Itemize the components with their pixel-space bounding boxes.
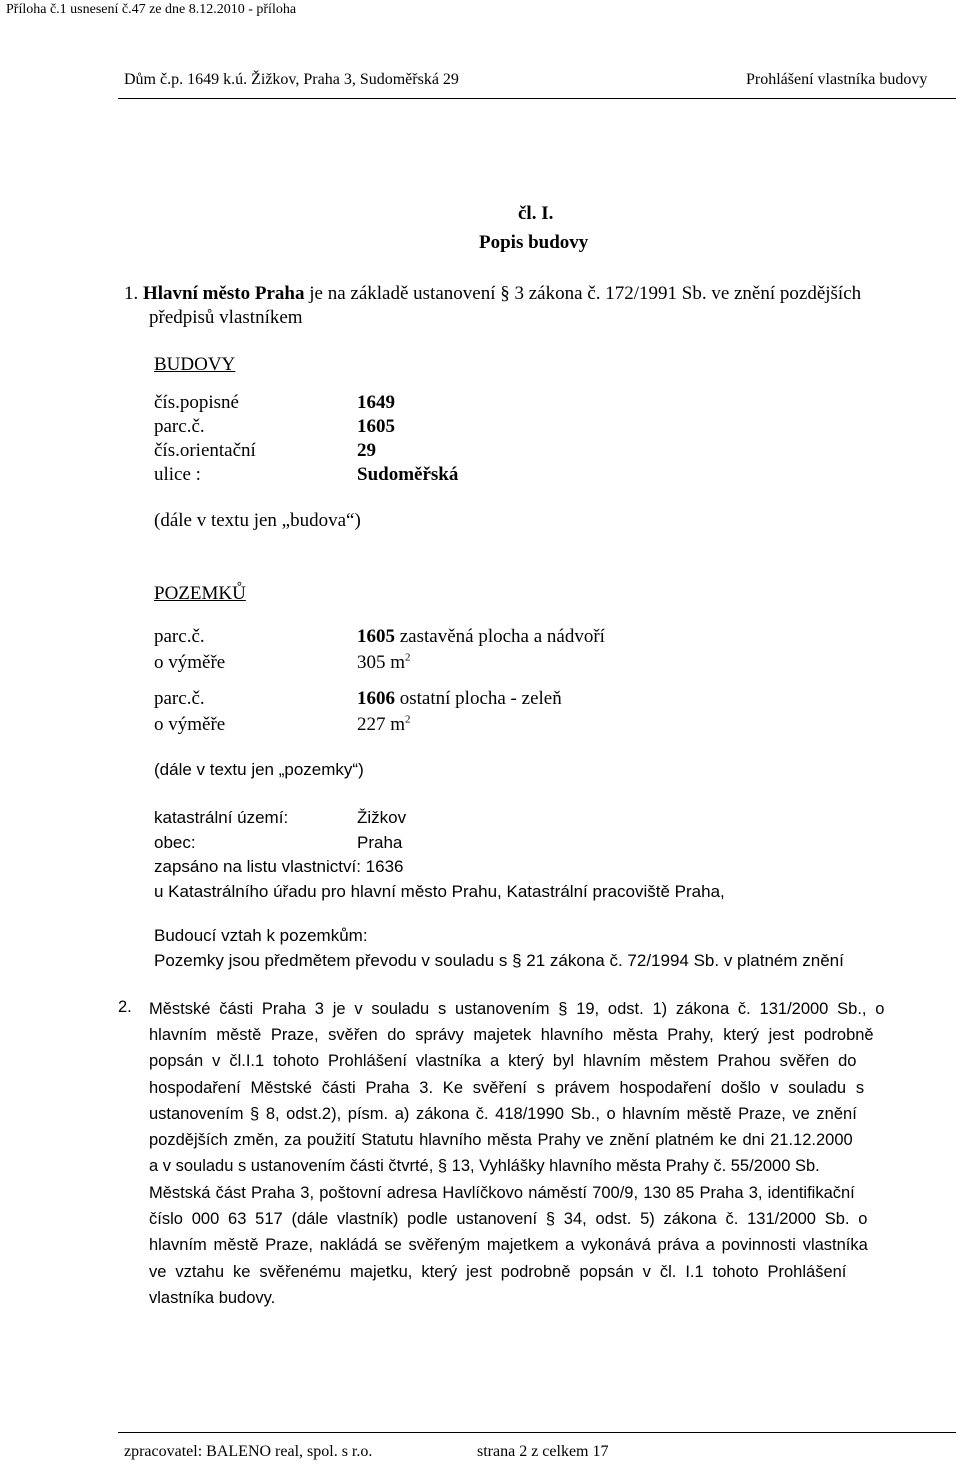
- header-rule: [118, 98, 956, 99]
- paragraph-line: hlavním městě Praze, svěřen do správy majetek hlavního města Prahy, který jest podrobně: [149, 1026, 874, 1045]
- paragraph-line: hospodaření Městské části Praha 3. Ke svěření s právem hospodaření došlo v souladu s: [149, 1078, 865, 1097]
- cadastral-territory-value: Žižkov: [357, 808, 407, 827]
- header-left: Dům č.p. 1649 k.ú. Žižkov, Praha 3, Sudoměřská 29: [124, 71, 459, 88]
- owner-name: Hlavní město Praha: [143, 283, 305, 304]
- cadastral-office: u Katastrálního úřadu pro hlavní město Prahu, Katastrální pracoviště Praha,: [154, 882, 725, 901]
- cadastral-territory-label: katastrální území:: [154, 808, 289, 827]
- ownership-sheet: zapsáno na listu vlastnictví: 1636: [154, 857, 404, 876]
- article-title: Popis budovy: [479, 232, 589, 253]
- parcel-number: 1606: [357, 688, 395, 709]
- building-value: Sudoměřská: [357, 464, 459, 485]
- building-label: čís.orientační: [154, 440, 256, 461]
- building-label: čís.popisné: [154, 392, 239, 413]
- intro-line: [124, 283, 861, 305]
- intro-line-2: předpisů vlastníkem: [149, 307, 303, 328]
- footer-rule: [118, 1432, 956, 1433]
- paragraph-line: Městská část Praha 3, poštovní adresa Havlíčkovo náměstí 700/9, 130 85 Praha 3, identifikační: [149, 1184, 855, 1202]
- paragraph-3: [149, 1180, 955, 1311]
- area-exponent: 2: [405, 713, 411, 726]
- parcel-label: parc.č.: [154, 626, 205, 647]
- footer-author: zpracovatel: BALENO real, spol. s r.o.: [124, 1443, 373, 1460]
- intro-text-b: 3 zákona č. 172/1991 Sb. ve znění pozdějších: [509, 283, 862, 304]
- parcel-description: [357, 626, 605, 648]
- parcel-area: [357, 652, 411, 674]
- area-exponent: 2: [405, 651, 411, 664]
- area-value: 305 m: [357, 652, 406, 673]
- parcel-type: ostatní plocha - zeleň: [395, 688, 562, 709]
- article-number: čl. I.: [518, 203, 554, 224]
- paragraph-line: popsán v čl.I.1 tohoto Prohlášení vlastníka a který byl hlavním městem Prahou svěřen do: [149, 1052, 857, 1071]
- paragraph-line: Městské části Praha 3 je v souladu s ustanovením § 19, odst. 1) zákona č. 131/2000 Sb., o: [149, 1000, 885, 1018]
- land-note: (dále v textu jen „pozemky“): [154, 760, 364, 779]
- building-value: 1649: [357, 392, 395, 413]
- parcel-type: zastavěná plocha a nádvoří: [395, 626, 605, 647]
- building-value: 1605: [357, 416, 395, 437]
- municipality-value: Praha: [357, 833, 403, 852]
- building-label: parc.č.: [154, 416, 205, 437]
- paragraph-line: ve vztahu ke svěřenému majetku, který jest podrobně popsán v čl. I.1 tohoto Prohlášení: [149, 1262, 847, 1281]
- area-value: 227 m: [357, 714, 406, 735]
- paragraph-line: číslo 000 63 517 (dále vlastník) podle ustanovení § 34, odst. 5) zákona č. 131/2000 Sb. o: [149, 1210, 868, 1229]
- header-right: Prohlášení vlastníka budovy: [746, 71, 928, 88]
- intro-number: 1.: [124, 283, 139, 304]
- future-relation-label: Budoucí vztah k pozemkům:: [154, 926, 368, 945]
- building-heading: BUDOVY: [154, 354, 236, 375]
- building-value: 29: [357, 440, 376, 461]
- paragraph-2: [149, 996, 955, 1179]
- area-label: o výměře: [154, 714, 226, 735]
- land-heading: POZEMKŮ: [154, 583, 246, 604]
- paragraph-number: 2.: [118, 998, 132, 1016]
- parcel-description: [357, 688, 562, 710]
- paragraph-line: ustanovením § 8, odst.2), písm. a) zákona č. 418/1990 Sb., o hlavním městě Praze, ve znění: [149, 1104, 857, 1123]
- parcel-area: [357, 714, 411, 736]
- paragraph-line: a v souladu s ustanovením části čtvrté, § 13, Vyhlášky hlavního města Prahy č. 55/2000 Sb.: [149, 1157, 820, 1176]
- intro-text-a: je na základě ustanovení: [304, 283, 501, 304]
- area-label: o výměře: [154, 652, 226, 673]
- building-note: (dále v textu jen „budova“): [154, 510, 361, 531]
- section-sign: §: [500, 283, 510, 304]
- parcel-label: parc.č.: [154, 688, 205, 709]
- building-label: ulice :: [154, 464, 201, 485]
- attachment-note: Příloha č.1 usnesení č.47 ze dne 8.12.2010 - příloha: [6, 2, 297, 17]
- paragraph-line: hlavním městě Praze, nakládá se svěřeným majetkem a vykonává práva a povinnosti vlastníka: [149, 1236, 868, 1255]
- paragraph-line: pozdějších změn, za použití Statutu hlavního města Prahy ve znění platném ke dni 21.12.2000: [149, 1131, 853, 1150]
- footer-page-number: strana 2 z celkem 17: [477, 1443, 609, 1460]
- paragraph-line: vlastníka budovy.: [149, 1288, 276, 1307]
- parcel-number: 1605: [357, 626, 395, 647]
- municipality-label: obec:: [154, 833, 196, 852]
- future-relation-text: Pozemky jsou předmětem převodu v souladu s § 21 zákona č. 72/1994 Sb. v platném znění: [154, 951, 844, 970]
